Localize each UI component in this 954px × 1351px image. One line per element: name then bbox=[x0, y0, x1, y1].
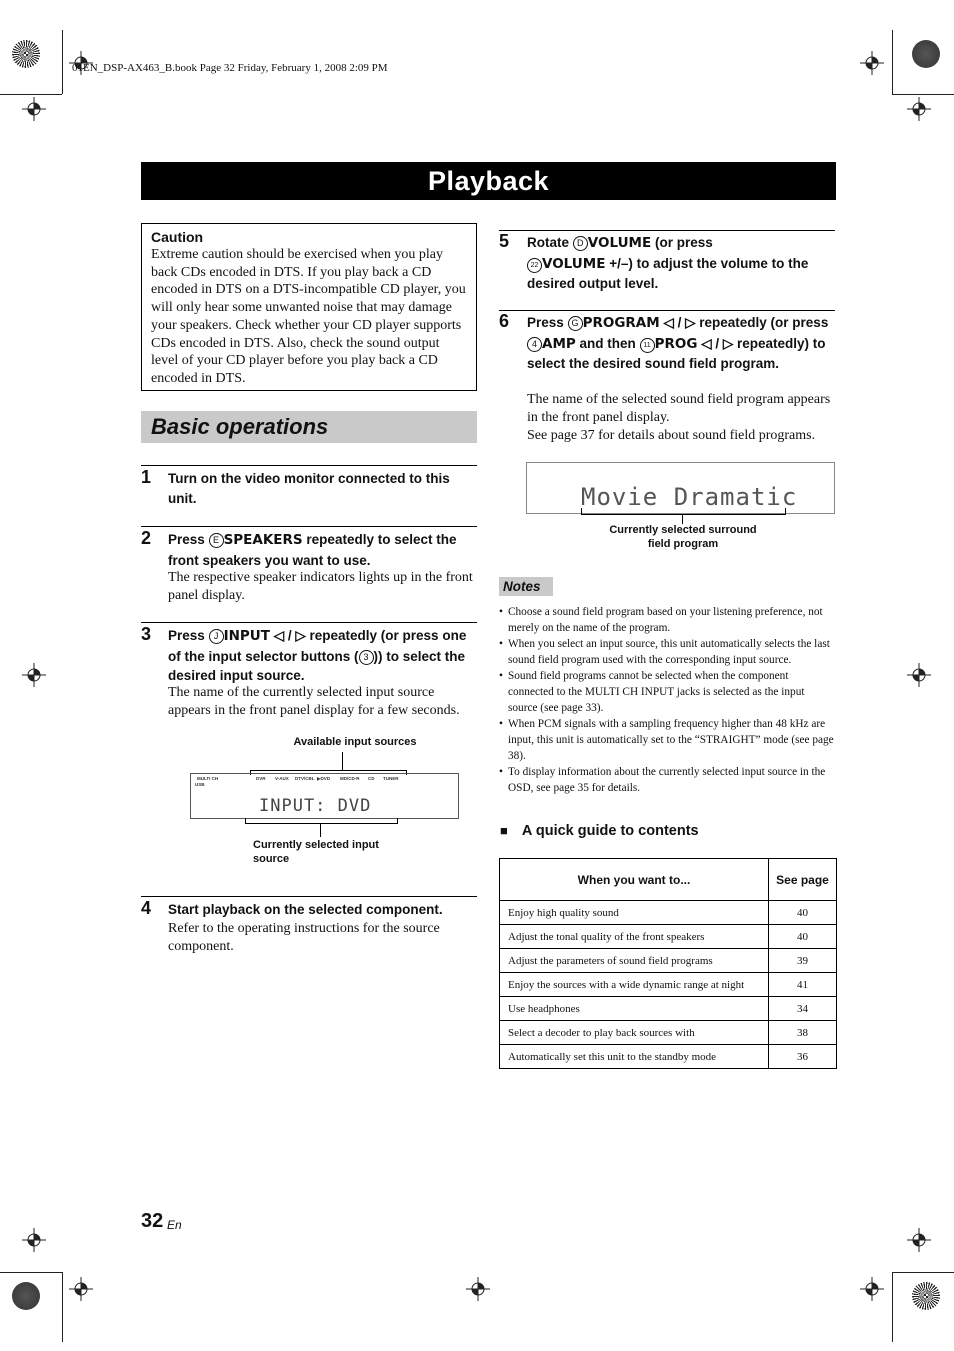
step-4-body: Refer to the operating instructions for the source component. bbox=[168, 921, 440, 954]
note-item: • To display information about the currently selected input source in the OSD, see page 35 for details. bbox=[499, 764, 835, 796]
crosshair-icon bbox=[907, 663, 931, 687]
page-cell: 40 bbox=[769, 925, 837, 949]
step-6-body: The name of the selected sound field program appears in the front panel display. bbox=[527, 392, 831, 425]
button-name: SPEAKERS bbox=[223, 532, 303, 548]
step-divider bbox=[499, 310, 835, 311]
source-tag: DTV/CBL bbox=[295, 776, 315, 781]
key-marker-icon: 4 bbox=[527, 337, 542, 352]
key-marker-icon: J bbox=[209, 629, 224, 644]
source-tag: V-AUX bbox=[275, 776, 289, 781]
crosshair-icon bbox=[907, 97, 931, 121]
callout-line bbox=[320, 823, 321, 837]
step-1-heading: Turn on the video monitor connected to this unit. bbox=[168, 471, 450, 506]
key-marker-icon: E bbox=[209, 533, 224, 548]
page-cell: 36 bbox=[769, 1045, 837, 1069]
page-cell: 40 bbox=[769, 901, 837, 925]
source-tag: MD/CD-R bbox=[340, 776, 360, 781]
button-name: INPUT bbox=[223, 628, 270, 644]
input-display-panel bbox=[190, 773, 459, 819]
caution-title: Caution bbox=[151, 229, 204, 245]
key-marker-icon: 3 bbox=[359, 650, 374, 665]
step-text: repeatedly to select the front speakers you want to use. bbox=[168, 532, 457, 568]
callout-bracket bbox=[245, 818, 398, 824]
step-text: +/–) to adjust the volume to the desired output level. bbox=[527, 255, 809, 291]
task-cell: Select a decoder to play back sources with bbox=[500, 1021, 769, 1045]
page-cell: 34 bbox=[769, 997, 837, 1021]
button-name: VOLUME bbox=[542, 255, 606, 272]
page-cell: 38 bbox=[769, 1021, 837, 1045]
source-tag: DVR bbox=[256, 776, 266, 781]
callout-line bbox=[342, 752, 343, 770]
step-text: press bbox=[792, 315, 829, 330]
button-name: AMP bbox=[542, 335, 576, 352]
step-2-heading bbox=[168, 530, 478, 570]
table-row bbox=[500, 1045, 837, 1069]
crosshair-icon bbox=[907, 1228, 931, 1252]
step-3-body: The name of the currently selected input source appears in the front panel display for a few seconds. bbox=[168, 685, 460, 718]
step-number: 6 bbox=[499, 311, 510, 331]
step-text: (or press bbox=[654, 235, 713, 250]
crosshair-icon bbox=[860, 51, 884, 75]
page-cell: 39 bbox=[769, 949, 837, 973]
registration-seal-icon bbox=[12, 1282, 40, 1310]
note-item: • When PCM signals with a sampling frequency higher than 48 kHz are input, this unit is automatically set to the “STRAIGHT” mode (see page 38). bbox=[499, 716, 835, 764]
table-row bbox=[500, 925, 837, 949]
program-display-text: Movie Dramatic bbox=[581, 483, 798, 511]
step-text: repeatedly (or press one of the input selector buttons ( bbox=[168, 628, 467, 664]
selected-source-label: Currently selected input source bbox=[253, 839, 379, 865]
crosshair-icon bbox=[22, 663, 46, 687]
callout-bracket bbox=[581, 508, 786, 515]
available-sources-label: Available input sources bbox=[293, 736, 417, 748]
quick-guide-table bbox=[499, 858, 837, 1069]
table-row bbox=[500, 949, 837, 973]
quick-guide-title: A quick guide to contents bbox=[521, 823, 699, 839]
step-text: Press bbox=[527, 315, 564, 330]
crosshair-icon bbox=[22, 1228, 46, 1252]
source-tag: MULTI CH bbox=[197, 776, 219, 781]
source-tag: USB bbox=[195, 782, 205, 787]
step-5-heading bbox=[527, 233, 835, 294]
caution-body: Extreme caution should be exercised when you play back CDs encoded in DTS. If you play back a CD encoded in DTS on a DTS-incompatible CD player, you will only hear some unwanted noise that may damage your speakers. Check whether your CD player supports CDs encoded in DTS. Also, check the sound output level of your CD player before you play back a CD encoded in DTS. bbox=[151, 247, 466, 386]
arrow-keys: ◁ / ▷ bbox=[663, 315, 696, 330]
table-header-row bbox=[500, 859, 837, 901]
key-marker-icon: G bbox=[568, 316, 583, 331]
task-cell: Enjoy high quality sound bbox=[500, 901, 769, 925]
step-number: 2 bbox=[141, 528, 152, 548]
notes-list bbox=[499, 604, 835, 796]
step-6-body: See page 37 for details about sound field programs. bbox=[527, 428, 816, 443]
step-text: and then bbox=[579, 335, 636, 351]
step-number: 4 bbox=[141, 898, 152, 918]
program-display-panel bbox=[526, 462, 835, 514]
button-name: VOLUME bbox=[587, 235, 652, 251]
task-cell: Use headphones bbox=[500, 997, 769, 1021]
step-divider bbox=[141, 465, 477, 466]
step-text: Press bbox=[168, 532, 205, 547]
selected-program-label: Currently selected surround field program bbox=[609, 524, 757, 550]
step-divider bbox=[141, 622, 477, 623]
key-marker-icon: D bbox=[573, 236, 588, 251]
step-divider bbox=[141, 896, 477, 897]
table-row bbox=[500, 997, 837, 1021]
page-cell: 41 bbox=[769, 973, 837, 997]
task-cell: Enjoy the sources with a wide dynamic range at night bbox=[500, 973, 769, 997]
task-cell: Adjust the parameters of sound field programs bbox=[500, 949, 769, 973]
step-divider bbox=[141, 526, 477, 527]
caution-box bbox=[141, 223, 477, 391]
column-header: When you want to... bbox=[500, 859, 769, 901]
note-item: • When you select an input source, this unit automatically selects the last sound field program used with the corresponding input source. bbox=[499, 636, 835, 668]
step-text: )) to select the desired input source. bbox=[168, 648, 466, 683]
section-heading: Basic operations bbox=[141, 411, 477, 443]
input-display-text: INPUT: DVD bbox=[259, 796, 372, 816]
column-header: See page bbox=[769, 859, 837, 901]
page-title: Playback bbox=[141, 162, 836, 200]
button-name: PROG bbox=[654, 335, 698, 352]
step-text: repeatedly) to select the desired sound field program. bbox=[527, 335, 826, 371]
square-bullet-icon: ■ bbox=[500, 823, 508, 838]
table-row bbox=[500, 973, 837, 997]
arrow-keys: ◁ / ▷ bbox=[701, 335, 734, 351]
book-header-line: 01EN_DSP-AX463_B.book Page 32 Friday, February 1, 2008 2:09 PM bbox=[72, 62, 388, 74]
page-language: En bbox=[167, 1218, 182, 1232]
crosshair-icon bbox=[22, 97, 46, 121]
arrow-keys: ◁ / ▷ bbox=[273, 628, 306, 643]
crosshair-icon bbox=[860, 1277, 884, 1301]
step-number: 3 bbox=[141, 624, 152, 644]
registration-seal-icon bbox=[12, 40, 40, 68]
step-6-heading bbox=[527, 313, 837, 374]
note-item: • Sound field programs cannot be selected when the component connected to the MULTI CH INPUT jacks is selected as the input source (see page 33). bbox=[499, 668, 835, 716]
table-row bbox=[500, 901, 837, 925]
source-tag: ▶DVD bbox=[317, 776, 330, 781]
note-item: • Choose a sound field program based on your listening preference, not merely on the name of the program. bbox=[499, 604, 835, 636]
table-row bbox=[500, 1021, 837, 1045]
step-number: 1 bbox=[141, 467, 152, 487]
step-2-body: The respective speaker indicators lights up in the front panel display. bbox=[168, 570, 473, 603]
step-number: 5 bbox=[499, 231, 510, 251]
quick-guide-heading bbox=[500, 823, 699, 839]
step-4-heading: Start playback on the selected component. bbox=[168, 902, 443, 917]
step-3-heading bbox=[168, 626, 473, 686]
registration-seal-icon bbox=[912, 40, 940, 68]
task-cell: Adjust the tonal quality of the front speakers bbox=[500, 925, 769, 949]
step-text: Rotate bbox=[527, 235, 570, 250]
task-cell: Automatically set this unit to the standby mode bbox=[500, 1045, 769, 1069]
registration-seal-icon bbox=[912, 1282, 940, 1310]
crosshair-icon bbox=[466, 1277, 490, 1301]
notes-tag: Notes bbox=[499, 577, 553, 596]
step-text: repeatedly (or bbox=[699, 315, 789, 330]
source-tag: CD bbox=[368, 776, 375, 781]
key-marker-icon: 22 bbox=[527, 258, 542, 273]
step-text: Press bbox=[168, 628, 205, 643]
page-number: 32 bbox=[141, 1210, 164, 1232]
source-tag: TUNER bbox=[383, 776, 399, 781]
key-marker-icon: 11 bbox=[640, 338, 655, 353]
crosshair-icon bbox=[69, 1277, 93, 1301]
button-name: PROGRAM bbox=[582, 315, 660, 331]
step-divider bbox=[499, 230, 835, 231]
